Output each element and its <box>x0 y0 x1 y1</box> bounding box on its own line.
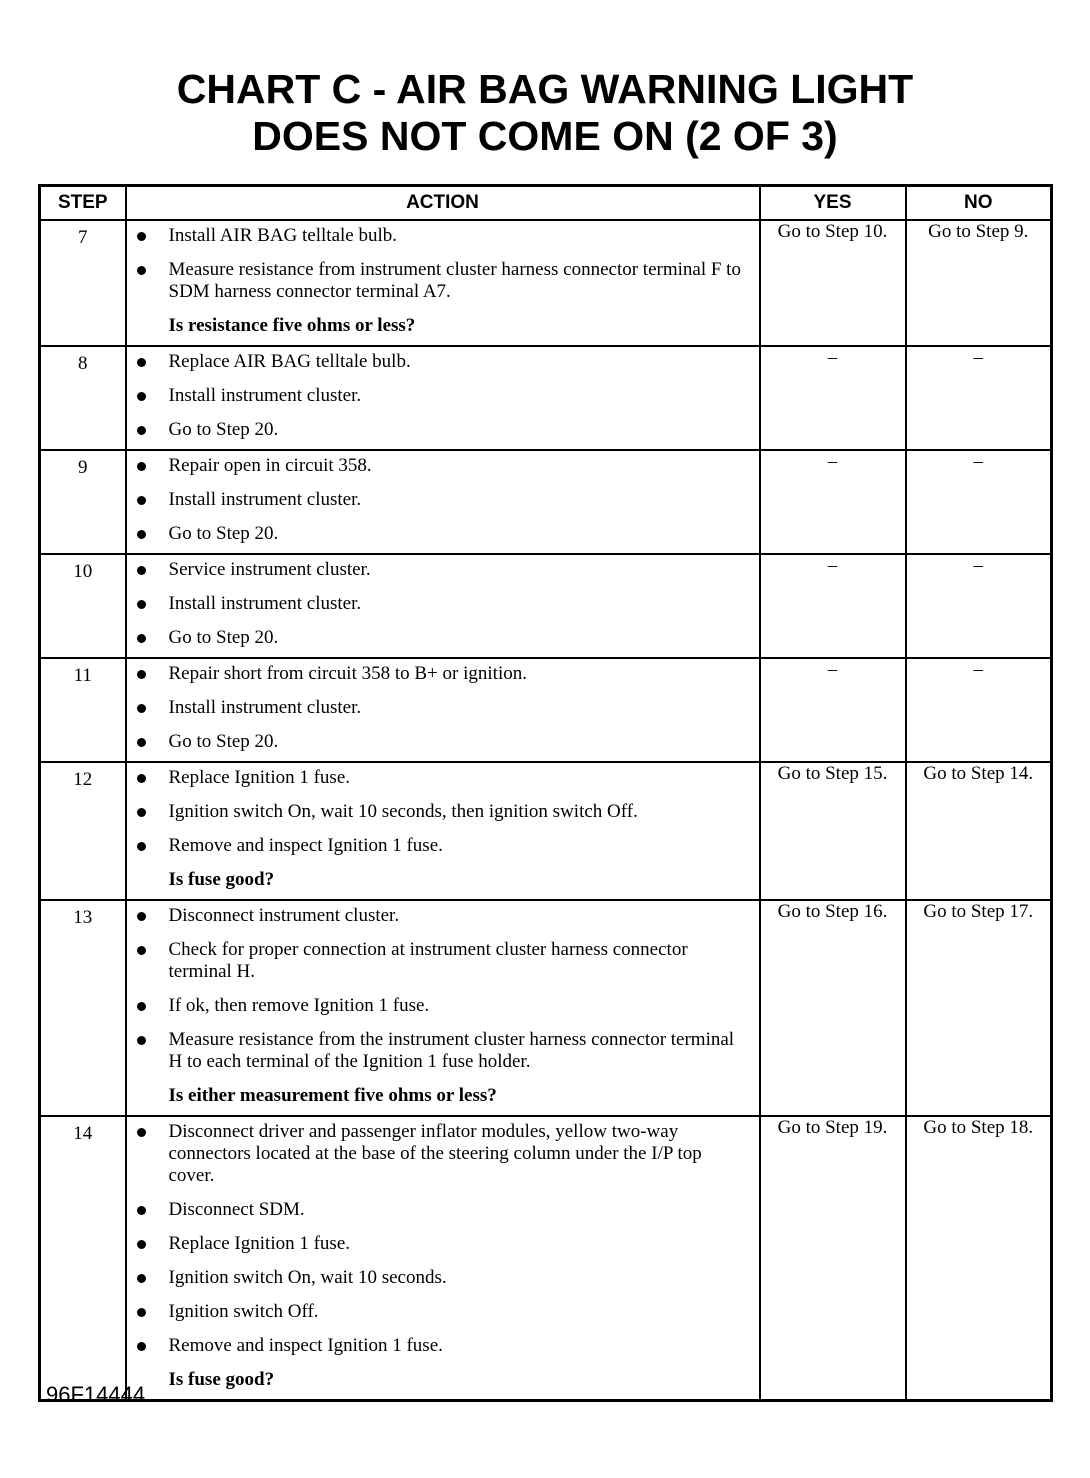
table-row <box>40 762 1052 900</box>
action-text: Go to Step 20. <box>168 731 279 752</box>
bullet-icon <box>137 634 146 643</box>
bullet-icon <box>137 1308 146 1317</box>
action-text: Replace Ignition 1 fuse. <box>168 1233 351 1254</box>
action-cell <box>126 346 760 450</box>
action-item <box>127 697 751 719</box>
action-text: Measure resistance from the instrument cluster harness connector terminal H to each terminal of the Ignition 1 fuse holder. <box>168 1029 735 1072</box>
page-title <box>0 66 1090 160</box>
bullet-icon <box>137 232 146 241</box>
step-question: Is fuse good? <box>168 1369 275 1390</box>
bullet-icon <box>137 566 146 575</box>
action-list <box>127 455 751 545</box>
bullet-icon <box>137 358 146 367</box>
action-item <box>127 455 751 477</box>
action-item <box>127 489 751 511</box>
yes-result: Go to Step 15. <box>760 762 906 900</box>
action-text: Install instrument cluster. <box>168 593 362 614</box>
table-row <box>40 658 1052 762</box>
bullet-icon <box>137 1342 146 1351</box>
action-item <box>127 225 751 247</box>
no-result: – <box>906 346 1052 450</box>
no-result: – <box>906 554 1052 658</box>
action-text: Check for proper connection at instrument cluster harness connector terminal H. <box>168 939 688 982</box>
action-item <box>127 593 751 615</box>
action-list <box>127 905 751 1073</box>
yes-result: Go to Step 16. <box>760 900 906 1116</box>
action-item <box>127 351 751 373</box>
header-no: NO <box>906 186 1052 221</box>
header-step: STEP <box>40 186 126 221</box>
bullet-icon <box>137 1128 146 1137</box>
action-cell <box>126 1116 760 1401</box>
title-line-2: DOES NOT COME ON (2 OF 3) <box>252 113 838 159</box>
action-item <box>127 1029 751 1073</box>
bullet-icon <box>137 392 146 401</box>
action-text: Install AIR BAG telltale bulb. <box>168 225 398 246</box>
action-text: Install instrument cluster. <box>168 697 362 718</box>
action-text: Service instrument cluster. <box>168 559 371 580</box>
action-text: Measure resistance from instrument cluster harness connector terminal F to SDM harness connector terminal A7. <box>168 259 741 302</box>
action-item <box>127 419 751 441</box>
action-list <box>127 1121 751 1357</box>
table-row <box>40 554 1052 658</box>
action-text: Install instrument cluster. <box>168 385 362 406</box>
bullet-icon <box>137 1240 146 1249</box>
header-yes: YES <box>760 186 906 221</box>
bullet-icon <box>137 704 146 713</box>
action-item <box>127 559 751 581</box>
bullet-icon <box>137 266 146 275</box>
action-text: Remove and inspect Ignition 1 fuse. <box>168 1335 443 1356</box>
step-number: 13 <box>40 900 126 1116</box>
yes-result: – <box>760 658 906 762</box>
step-question: Is resistance five ohms or less? <box>168 315 416 336</box>
action-text: Ignition switch Off. <box>168 1301 319 1322</box>
bullet-icon <box>137 670 146 679</box>
action-cell <box>126 900 760 1116</box>
step-question: Is fuse good? <box>168 869 275 890</box>
header-action: ACTION <box>126 186 760 221</box>
step-number: 10 <box>40 554 126 658</box>
action-cell <box>126 658 760 762</box>
action-text: Repair short from circuit 358 to B+ or ignition. <box>168 663 527 684</box>
action-text: If ok, then remove Ignition 1 fuse. <box>168 995 430 1016</box>
table-row <box>40 900 1052 1116</box>
table-body <box>40 220 1052 1401</box>
action-item <box>127 835 751 857</box>
bullet-icon <box>137 946 146 955</box>
table-header-row <box>40 186 1052 221</box>
table-row <box>40 1116 1052 1401</box>
step-number: 9 <box>40 450 126 554</box>
table-row <box>40 450 1052 554</box>
action-cell <box>126 450 760 554</box>
action-text: Disconnect SDM. <box>168 1199 305 1220</box>
action-item <box>127 385 751 407</box>
action-item <box>127 939 751 983</box>
step-number: 11 <box>40 658 126 762</box>
bullet-icon <box>137 426 146 435</box>
action-text: Install instrument cluster. <box>168 489 362 510</box>
action-cell <box>126 762 760 900</box>
bullet-icon <box>137 600 146 609</box>
step-number: 12 <box>40 762 126 900</box>
bullet-icon <box>137 462 146 471</box>
bullet-icon <box>137 1036 146 1045</box>
no-result: – <box>906 658 1052 762</box>
yes-result: Go to Step 19. <box>760 1116 906 1401</box>
no-result: Go to Step 17. <box>906 900 1052 1116</box>
action-item <box>127 627 751 649</box>
action-cell <box>126 220 760 346</box>
action-item <box>127 663 751 685</box>
title-line-1: CHART C - AIR BAG WARNING LIGHT <box>176 66 914 112</box>
diagnostic-chart-table <box>38 184 1053 1402</box>
bullet-icon <box>137 1206 146 1215</box>
action-text: Disconnect instrument cluster. <box>168 905 400 926</box>
figure-code: 96F14444 <box>46 1382 146 1407</box>
action-item <box>127 1267 751 1289</box>
bullet-icon <box>137 808 146 817</box>
action-item <box>127 905 751 927</box>
action-item <box>127 1199 751 1221</box>
step-number: 7 <box>40 220 126 346</box>
action-cell <box>126 554 760 658</box>
bullet-icon <box>137 1274 146 1283</box>
action-list <box>127 663 751 753</box>
action-text: Ignition switch On, wait 10 seconds. <box>168 1267 447 1288</box>
action-item <box>127 259 751 303</box>
yes-result: – <box>760 554 906 658</box>
bullet-icon <box>137 774 146 783</box>
no-result: Go to Step 18. <box>906 1116 1052 1401</box>
no-result: Go to Step 14. <box>906 762 1052 900</box>
action-text: Remove and inspect Ignition 1 fuse. <box>168 835 443 856</box>
action-item <box>127 767 751 789</box>
action-item <box>127 731 751 753</box>
action-list <box>127 767 751 857</box>
action-text: Go to Step 20. <box>168 627 279 648</box>
action-text: Replace AIR BAG telltale bulb. <box>168 351 411 372</box>
action-text: Replace Ignition 1 fuse. <box>168 767 351 788</box>
no-result: – <box>906 450 1052 554</box>
bullet-icon <box>137 496 146 505</box>
action-text: Go to Step 20. <box>168 419 279 440</box>
bullet-icon <box>137 530 146 539</box>
action-text: Repair open in circuit 358. <box>168 455 372 476</box>
action-list <box>127 225 751 303</box>
yes-result: – <box>760 450 906 554</box>
bullet-icon <box>137 842 146 851</box>
step-number: 8 <box>40 346 126 450</box>
table-row <box>40 346 1052 450</box>
yes-result: – <box>760 346 906 450</box>
action-item <box>127 995 751 1017</box>
action-text: Ignition switch On, wait 10 seconds, then ignition switch Off. <box>168 801 638 822</box>
step-number: 14 <box>40 1116 126 1401</box>
table-row <box>40 220 1052 346</box>
action-item <box>127 801 751 823</box>
action-item <box>127 1301 751 1323</box>
yes-result: Go to Step 10. <box>760 220 906 346</box>
action-text: Go to Step 20. <box>168 523 279 544</box>
bullet-icon <box>137 1002 146 1011</box>
action-item <box>127 1335 751 1357</box>
bullet-icon <box>137 738 146 747</box>
action-list <box>127 351 751 441</box>
no-result: Go to Step 9. <box>906 220 1052 346</box>
step-question: Is either measurement five ohms or less? <box>168 1085 497 1106</box>
action-item <box>127 1121 751 1187</box>
bullet-icon <box>137 912 146 921</box>
action-list <box>127 559 751 649</box>
action-text: Disconnect driver and passenger inflator modules, yellow two-way connectors located at the base of the steering column under the I/P top cover. <box>168 1121 702 1186</box>
action-item <box>127 523 751 545</box>
action-item <box>127 1233 751 1255</box>
